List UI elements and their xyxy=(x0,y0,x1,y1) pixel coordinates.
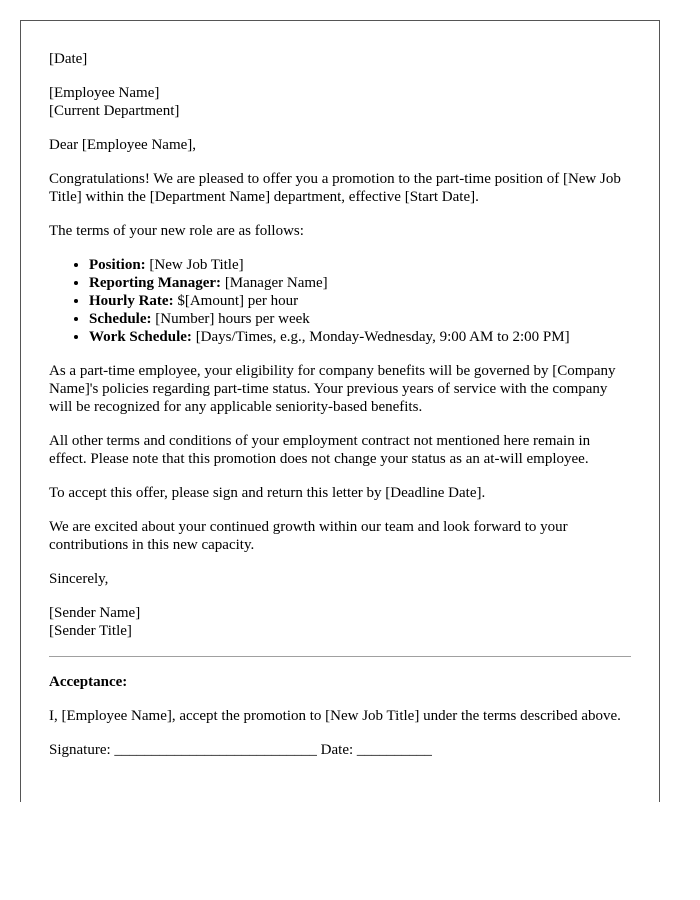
term-value: [Days/Times, e.g., Monday-Wednesday, 9:00 AM to 2:00 PM] xyxy=(191,329,570,345)
list-item xyxy=(89,256,631,274)
accept-paragraph: To accept this offer, please sign and return this letter by [Deadline Date]. xyxy=(49,485,486,501)
term-value: [Number] hours per week xyxy=(151,311,310,327)
letter-date: [Date] xyxy=(49,51,88,67)
term-label: Hourly Rate: xyxy=(89,293,174,309)
benefits-paragraph: As a part-time employee, your eligibility for company benefits will be governed by [Company Name]'s policies regarding part-time status. Your previous years of service with the company will be recognized for any applicable seniority-based benefits. xyxy=(49,363,616,415)
sender-title: [Sender Title] xyxy=(49,623,132,639)
term-label: Schedule: xyxy=(89,311,152,327)
signature-line: Signature: ___________________________ Date: __________ xyxy=(49,742,432,758)
terms-paragraph: All other terms and conditions of your employment contract not mentioned here remain in effect. Please note that this promotion does not change your status as an at-will employee. xyxy=(49,433,591,467)
acceptance-heading-text: Acceptance: xyxy=(49,674,128,690)
list-item xyxy=(89,292,631,310)
list-item xyxy=(89,274,631,292)
term-value: [Manager Name] xyxy=(221,275,328,291)
sender-name: [Sender Name] xyxy=(49,605,141,621)
recipient-name: [Employee Name] xyxy=(49,85,160,101)
sender-block xyxy=(49,604,631,640)
term-label: Work Schedule: xyxy=(89,329,192,345)
salutation: Dear [Employee Name], xyxy=(49,137,197,153)
recipient-department: [Current Department] xyxy=(49,103,180,119)
terms-list xyxy=(49,256,631,346)
acceptance-heading xyxy=(49,673,631,691)
letter-page xyxy=(20,20,660,802)
list-item xyxy=(89,328,631,346)
acceptance-statement: I, [Employee Name], accept the promotion to [New Job Title] under the terms described above. xyxy=(49,708,621,724)
terms-intro: The terms of your new role are as follows: xyxy=(49,223,304,239)
term-value: [New Job Title] xyxy=(145,257,244,273)
signoff: Sincerely, xyxy=(49,571,109,587)
recipient-block xyxy=(49,84,631,120)
term-value: $[Amount] per hour xyxy=(173,293,299,309)
intro-paragraph: Congratulations! We are pleased to offer you a promotion to the part-time position of [New Job Title] within the [Department Name] department, effective [Start Date]. xyxy=(49,171,621,205)
closing-paragraph: We are excited about your continued growth within our team and look forward to your contributions in this new capacity. xyxy=(49,519,568,553)
term-label: Reporting Manager: xyxy=(89,275,222,291)
list-item xyxy=(89,310,631,328)
acceptance-divider xyxy=(49,656,631,657)
term-label: Position: xyxy=(89,257,146,273)
